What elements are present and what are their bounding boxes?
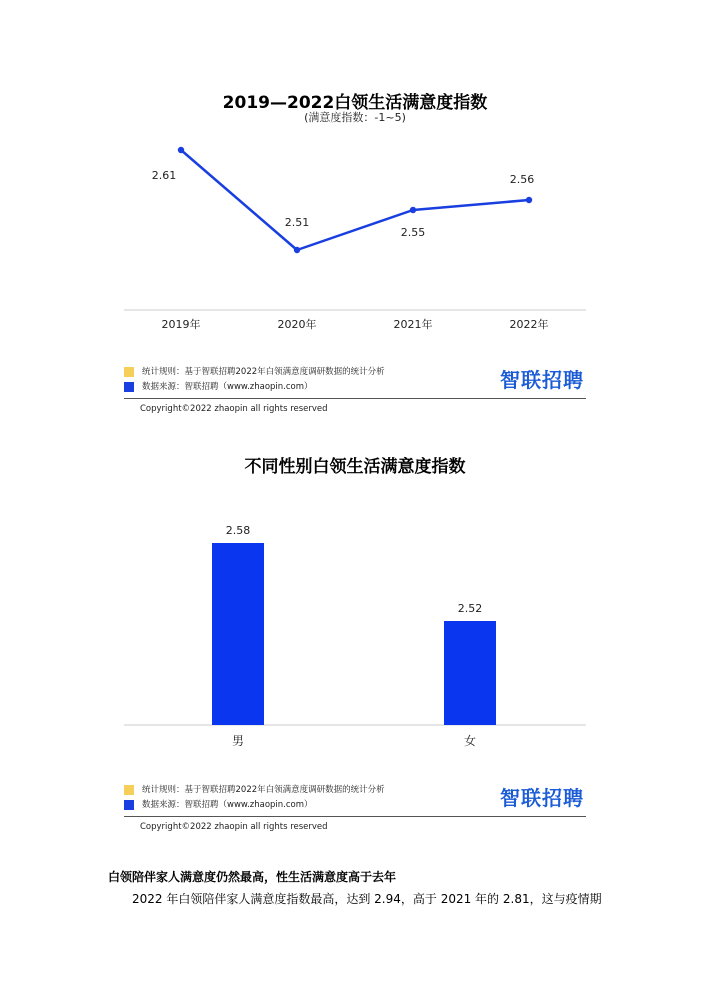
bar [444, 621, 496, 725]
footer-divider-2 [124, 816, 586, 817]
copyright-text-2: Copyright©2022 zhaopin all rights reserved [140, 822, 328, 832]
rule-note-2 [124, 783, 385, 795]
x-tick-label: 2019年 [161, 318, 201, 331]
x-tick-label: 男 [231, 734, 245, 748]
data-label: 2.55 [400, 226, 426, 239]
rule-legend-swatch [124, 785, 134, 795]
source-legend-swatch [124, 800, 134, 810]
line-point [178, 147, 184, 153]
section-paragraph: 2022 年白领陪伴家人满意度指数最高，达到 2.94，高于 2021 年的 2.81，这与疫情期 [132, 892, 602, 906]
line-chart [0, 0, 710, 350]
source-note-2 [124, 798, 313, 810]
data-label: 2.61 [151, 169, 177, 182]
data-label: 2.56 [509, 173, 535, 186]
bar-chart [0, 480, 710, 780]
line-series [181, 150, 529, 250]
bar [212, 543, 264, 725]
source-text: 数据来源：智联招聘（www.zhaopin.com） [142, 382, 313, 392]
zhaopin-logo: 智联招聘 [500, 368, 584, 392]
section-heading: 白领陪伴家人满意度仍然最高，性生活满意度高于去年 [108, 870, 397, 884]
line-point [294, 247, 300, 253]
rule-text: 统计规则：基于智联招聘2022年白领满意度调研数据的统计分析 [142, 367, 385, 377]
x-tick-label: 2022年 [509, 318, 549, 331]
data-label: 2.51 [284, 216, 310, 229]
rule-legend-swatch [124, 367, 134, 377]
line-chart-title: 2019—2022白领生活满意度指数 [222, 93, 488, 113]
x-tick-label: 2021年 [393, 318, 433, 331]
rule-note [124, 365, 385, 377]
line-point [526, 197, 532, 203]
bar-chart-title: 不同性别白领生活满意度指数 [244, 457, 466, 477]
data-label: 2.58 [225, 524, 251, 537]
data-label: 2.52 [457, 602, 483, 615]
line-point [410, 207, 416, 213]
source-note [124, 380, 313, 392]
footer-divider [124, 398, 586, 399]
x-tick-label: 2020年 [277, 318, 317, 331]
rule-text: 统计规则：基于智联招聘2022年白领满意度调研数据的统计分析 [142, 785, 385, 795]
line-chart-subtitle: (满意度指数：-1~5) [304, 111, 406, 124]
source-legend-swatch [124, 382, 134, 392]
copyright-text: Copyright©2022 zhaopin all rights reserved [140, 404, 328, 414]
zhaopin-logo-2: 智联招聘 [500, 786, 584, 810]
source-text: 数据来源：智联招聘（www.zhaopin.com） [142, 800, 313, 810]
x-tick-label: 女 [463, 734, 477, 748]
